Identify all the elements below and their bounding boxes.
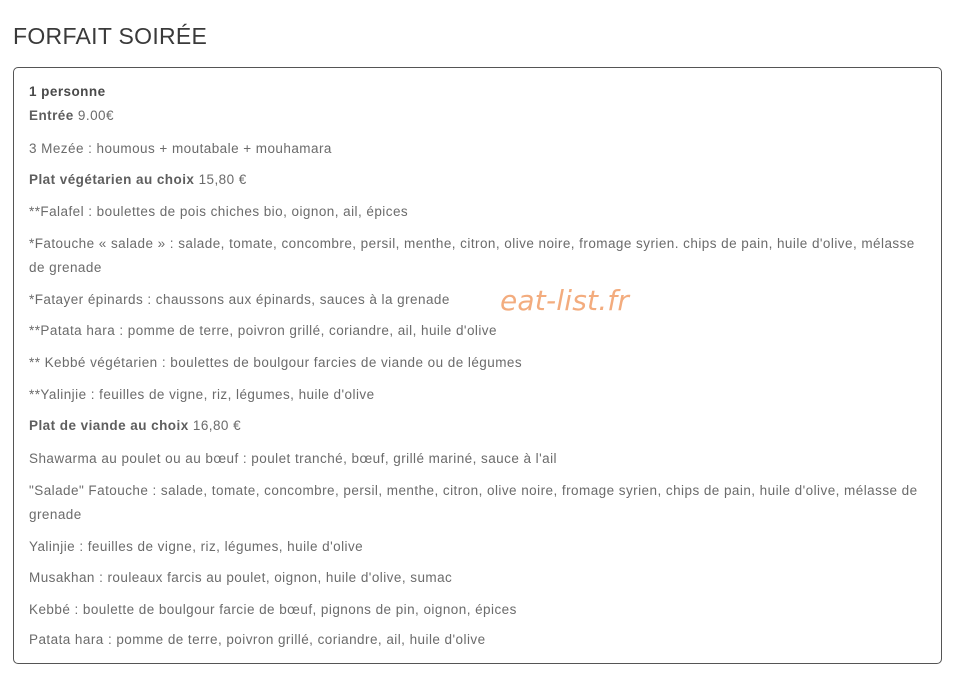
entree-line <box>29 104 927 128</box>
meat-plate-line <box>29 414 927 438</box>
meat-item: Shawarma au poulet ou au bœuf : poulet tranché, bœuf, grillé mariné, sauce à l'ail <box>29 451 557 466</box>
veg-item: **Patata hara : pomme de terre, poivron grillé, coriandre, ail, huile d'olive <box>29 323 497 338</box>
veg-item: ** Kebbé végétarien : boulettes de boulgour farcies de viande ou de légumes <box>29 355 523 370</box>
meat-item: Musakhan : rouleaux farcis au poulet, oignon, huile d'olive, sumac <box>29 570 453 585</box>
veg-item: *Fatouche « salade » : salade, tomate, concombre, persil, menthe, citron, olive noire, fromage syrien. chips de pain, huile d'olive, mélasse de grenade <box>29 236 915 275</box>
entree-label: Entrée <box>29 108 74 123</box>
menu-box <box>13 67 942 664</box>
veg-plate-label: Plat végétarien au choix <box>29 172 195 187</box>
page-title: FORFAIT SOIRÉE <box>13 23 208 49</box>
veg-plate-price: 15,80 € <box>198 172 247 187</box>
veg-item: **Falafel : boulettes de pois chiches bio, oignon, ail, épices <box>29 204 409 219</box>
veg-item: *Fatayer épinards : chaussons aux épinards, sauces à la grenade <box>29 292 450 307</box>
persons-label: 1 personne <box>29 84 106 99</box>
meat-item: Kebbé : boulette de boulgour farcie de bœuf, pignons de pin, oignon, épices <box>29 602 517 617</box>
meat-plate-label: Plat de viande au choix <box>29 418 189 433</box>
meat-item: Yalinjie : feuilles de vigne, riz, légumes, huile d'olive <box>29 539 364 554</box>
entree-price: 9.00€ <box>77 108 114 123</box>
meat-plate-price: 16,80 € <box>192 418 242 433</box>
watermark-text: eat-list.fr <box>500 284 630 317</box>
veg-plate-line <box>29 168 927 192</box>
mezze-line: 3 Mezée : houmous + moutabale + mouhamara <box>29 141 332 156</box>
veg-item: **Yalinjie : feuilles de vigne, riz, légumes, huile d'olive <box>29 387 375 402</box>
meat-item: Patata hara : pomme de terre, poivron grillé, coriandre, ail, huile d'olive <box>29 632 486 647</box>
meat-item: "Salade" Fatouche : salade, tomate, concombre, persil, menthe, citron, olive noire, fromage syrien, chips de pain, huile d'olive, mélasse de grenade <box>29 483 918 522</box>
